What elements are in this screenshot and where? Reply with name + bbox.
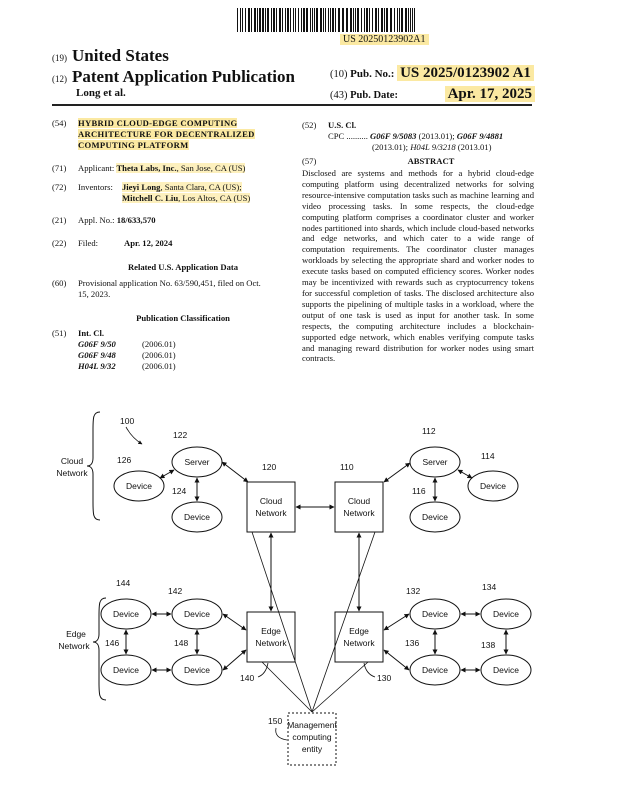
intcl-row — [78, 339, 176, 349]
applicant-label: Applicant: — [78, 163, 115, 173]
inventor-2 — [122, 193, 250, 204]
appl-label: Appl. No.: — [78, 215, 115, 225]
ref-122: 122 — [173, 430, 188, 440]
header-rule — [52, 104, 532, 106]
uscl-num: (52) — [302, 120, 317, 130]
device-label: Device — [493, 665, 519, 675]
pubtype: Patent Application Publication — [72, 67, 295, 86]
ref-112: 112 — [422, 426, 436, 436]
edge-network-box-140 — [247, 612, 295, 662]
ref-138: 138 — [481, 640, 496, 650]
ref-110: 110 — [340, 462, 354, 472]
pub-number-line — [330, 65, 534, 82]
filed-num: (22) — [52, 238, 67, 248]
link-122-cloud — [222, 462, 248, 482]
title-num: (54) — [52, 118, 67, 128]
pub-date-line — [330, 86, 535, 103]
inventor-1 — [122, 182, 242, 193]
country-heading — [52, 46, 169, 66]
ref-114: 114 — [481, 451, 495, 461]
ref-120: 120 — [262, 462, 277, 472]
intcl-code: G06F 9/50 — [78, 339, 116, 349]
ref-130: 130 — [377, 673, 392, 683]
intcl-code: H04L 9/32 — [78, 361, 116, 371]
network-diagram — [0, 400, 618, 787]
ref-126: 126 — [117, 455, 132, 465]
pub-no-label: Pub. No.: — [350, 68, 395, 80]
server-label: Server — [422, 457, 448, 467]
cloud-network-box-110 — [335, 482, 383, 532]
device-label: Device — [493, 609, 519, 619]
intcl-label: Int. Cl. — [78, 328, 105, 338]
edge-box-line-1: Edge — [261, 626, 281, 636]
server-label: Server — [184, 457, 210, 467]
cpc-prefix: CPC .......... — [328, 131, 368, 141]
applicant-location: , San Jose, CA (US) — [176, 163, 246, 173]
provisional-text — [78, 278, 293, 300]
provisional-num: (60) — [52, 278, 67, 288]
applicant-line — [78, 163, 245, 174]
title-line-3: COMPUTING PLATFORM — [78, 140, 189, 150]
ref-150: 150 — [268, 716, 283, 726]
ref-150-leader — [276, 728, 287, 740]
cloud-box-line-2: Network — [255, 508, 287, 518]
pubtype-prefix: (12) — [52, 74, 67, 84]
cpc-code-3: H04L 9/3218 — [410, 142, 456, 152]
device-label: Device — [184, 665, 210, 675]
device-label: Device — [126, 481, 152, 491]
edge-box-line-1: Edge — [349, 626, 369, 636]
pub-date-label: Pub. Date: — [350, 90, 398, 101]
abstract-heading: ABSTRACT — [407, 156, 455, 166]
intcl-code: G06F 9/48 — [78, 350, 116, 360]
ref-124: 124 — [172, 486, 187, 496]
cpc-date-2: (2013.01); — [372, 142, 411, 152]
inventor-1-name: Jieyi Long — [122, 182, 161, 192]
cpc-line-1 — [328, 131, 538, 142]
applicant-num: (71) — [52, 163, 67, 173]
appl-value: 18/633,570 — [116, 215, 156, 225]
mgmt-line-2: computing — [292, 732, 332, 742]
intcl-date: (2006.01) — [142, 350, 176, 360]
ref-136: 136 — [405, 638, 420, 648]
pub-class-heading: Publication Classification — [136, 313, 230, 323]
title-line-1: HYBRID CLOUD-EDGE COMPUTING — [78, 118, 238, 128]
intcl-date: (2006.01) — [142, 339, 176, 349]
uscl-label: U.S. Cl. — [328, 120, 357, 130]
link-cloud-112 — [384, 463, 410, 482]
link-112-114 — [458, 470, 472, 478]
inventor-short: Long et al. — [76, 87, 126, 99]
cpc-date-3: (2013.01) — [455, 142, 492, 152]
device-label: Device — [184, 512, 210, 522]
cloud-network-box-120 — [247, 482, 295, 532]
invention-title — [78, 118, 288, 151]
ref-130-leader — [364, 663, 375, 677]
ref-148: 148 — [174, 638, 189, 648]
device-label: Device — [184, 609, 210, 619]
device-label: Device — [422, 512, 448, 522]
link-148-edge — [223, 650, 246, 670]
appl-num: (21) — [52, 215, 67, 225]
cpc-code-2: G06F 9/4881 — [456, 131, 504, 141]
inventors-num: (72) — [52, 182, 67, 192]
ref-132: 132 — [406, 586, 421, 596]
intcl-row — [78, 350, 176, 360]
edge-box-line-2: Network — [255, 638, 287, 648]
abstract-num: (57) — [302, 156, 317, 166]
device-label: Device — [480, 481, 506, 491]
ref-116: 116 — [412, 486, 426, 496]
edge-network-label-line-1: Edge — [66, 629, 86, 639]
ref-144: 144 — [116, 578, 131, 588]
pub-no-prefix: (10) — [330, 69, 348, 80]
inventor-2-location: , Los Altos, CA (US) — [178, 193, 251, 203]
cloud-network-brace — [87, 412, 100, 520]
provisional-line-1: Provisional application No. 63/590,451, filed on Oct. — [78, 278, 261, 288]
intcl-row — [78, 361, 176, 371]
provisional-line-2: 15, 2023. — [78, 289, 111, 299]
country: United States — [72, 46, 169, 65]
cloud-network-label-line-2: Network — [56, 468, 88, 478]
cpc-date-1: (2013.01); — [416, 131, 457, 141]
ref-140: 140 — [240, 673, 255, 683]
mgmt-link-edge140 — [262, 662, 312, 712]
cloud-box-line-1: Cloud — [259, 496, 283, 506]
related-data-heading: Related U.S. Application Data — [127, 262, 239, 272]
inventor-2-name: Mitchell C. Liu — [122, 193, 179, 203]
publication-type-heading — [52, 67, 295, 87]
cpc-code-1: G06F 9/5083 — [370, 131, 417, 141]
device-label: Device — [113, 609, 139, 619]
filed-label: Filed: — [78, 238, 99, 248]
cloud-network-label-line-1: Cloud — [60, 456, 84, 466]
cloud-box-line-2: Network — [343, 508, 375, 518]
applicant-name: Theta Labs, Inc. — [116, 163, 177, 173]
ref-146: 146 — [105, 638, 120, 648]
publication-number-top: US 20250123902A1 — [340, 34, 429, 45]
intcl-date: (2006.01) — [142, 361, 176, 371]
ref-140-leader — [258, 663, 268, 677]
pub-date-value: Apr. 17, 2025 — [445, 86, 535, 102]
edge-box-line-2: Network — [343, 638, 375, 648]
barcode — [237, 8, 417, 32]
cloud-box-line-1: Cloud — [347, 496, 371, 506]
device-label: Device — [422, 609, 448, 619]
ref-100-arrow — [126, 427, 142, 444]
link-edge-132 — [384, 614, 409, 630]
link-126-122 — [160, 470, 174, 478]
ref-100: 100 — [120, 416, 135, 426]
title-line-2: ARCHITECTURE FOR DECENTRALIZED — [78, 129, 255, 139]
edge-network-box-130 — [335, 612, 383, 662]
device-label: Device — [422, 665, 448, 675]
abstract-text: Disclosed are systems and methods for a hybrid cloud-edge computing platform using decentralized networks for solving resource-intensive computation tasks such as machine learning and video processing tasks. In some respects, the cloud-edge computing platform comprises a coordinator cluster and worker nodes partitioned into shards, which include cloud-based networks and edge networks, and which cater to a wide range of computation requirements. The coordinator cluster manages workloads by selecting the appropriate shard and worker nodes to execute tasks based on computed efficiency scores. Worker nodes may be incentivized with rewards such as cryptocurrency tokens for successful completion of tasks. The disclosed architecture also supports the pipelining of multiple tasks in a workload, where the output of one task is used as input for another task. In some respects, the computing architecture includes a blockchain-supported edge network, which enables verifying compute tasks and managing reward distribution for worker nodes using smart contracts. — [302, 168, 534, 364]
appl-line — [78, 215, 156, 226]
edge-network-label-line-2: Network — [58, 641, 90, 651]
link-edge-136 — [384, 650, 409, 670]
mgmt-line-3: entity — [301, 744, 323, 754]
pub-no-value: US 2025/0123902 A1 — [397, 65, 534, 81]
country-prefix: (19) — [52, 53, 67, 63]
intcl-num: (51) — [52, 328, 67, 338]
inventor-1-location: , Santa Clara, CA (US); — [160, 182, 242, 192]
pub-date-prefix: (43) — [330, 90, 348, 101]
cpc-line-2 — [372, 142, 491, 153]
ref-134: 134 — [482, 582, 497, 592]
device-label: Device — [113, 665, 139, 675]
filed-value: Apr. 12, 2024 — [124, 238, 173, 248]
inventors-label: Inventors: — [78, 182, 113, 192]
mgmt-line-1: Management — [287, 720, 337, 730]
ref-142: 142 — [168, 586, 183, 596]
link-142-edge — [223, 614, 246, 630]
